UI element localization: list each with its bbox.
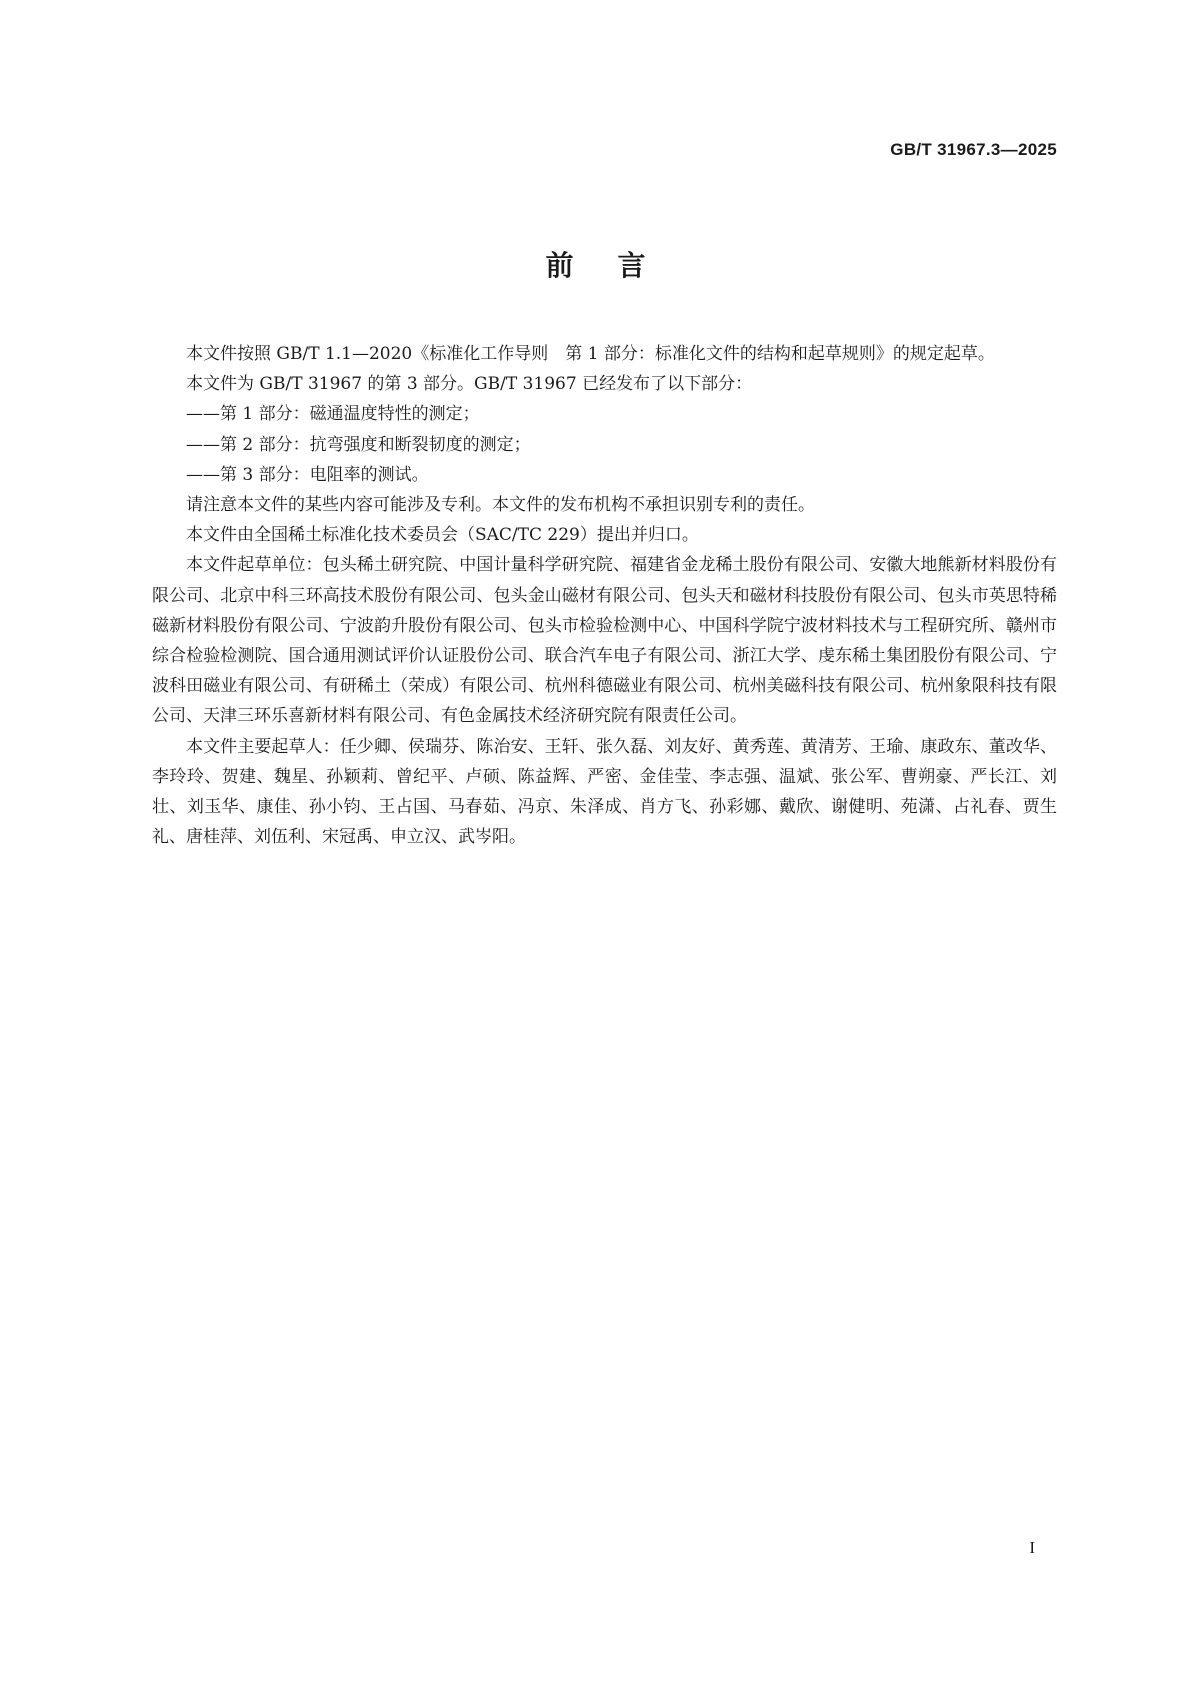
list-item-part-1: ——第 1 部分：磁通温度特性的测定； [186, 404, 480, 425]
paragraph-parts-intro: 本文件为 GB/T 31967 的第 3 部分。GB/T 31967 已经发布了以下部分： [186, 374, 753, 395]
paragraph-patent-notice: 请注意本文件的某些内容可能涉及专利。本文件的发布机构不承担识别专利的责任。 [186, 495, 815, 516]
list-item-part-2: ——第 2 部分：抗弯强度和断裂韧度的测定； [186, 434, 531, 455]
paragraph-drafting-units: 本文件起草单位：包头稀土研究院、中国计量科学研究院、福建省金龙稀土股份有限公司、安徽大地熊新材料股份有限公司、北京中科三环高技术股份有限公司、包头金山磁材有限公司、包头天和磁材科技股份有限公司、包头市英思特稀磁新材料股份有限公司、宁波韵升股份有限公司、包头市检验检测中心、中国科学院宁波材料技术与工程研究所、赣州市综合检验检测院、国合通用测试评价认证股份公司、联合汽车电子有限公司、浙江大学、虔东稀土集团股份有限公司、宁波科田磁业有限公司、有研稀土（荣成）有限公司、杭州科德磁业有限公司、杭州美磁科技有限公司、杭州象限科技有限公司、天津三环乐喜新材料有限公司、有色金属技术经济研究院有限责任公司。 [152, 555, 1057, 727]
preface-body [152, 339, 1057, 852]
page-number: I [1029, 1538, 1035, 1557]
paragraph-drafters: 本文件主要起草人：任少卿、侯瑞芬、陈治安、王轩、张久磊、刘友好、黄秀莲、黄清芳、王瑜、康政东、董改华、李玲玲、贺建、魏星、孙颖莉、曾纪平、卢硕、陈益辉、严密、金佳莹、李志强、温斌、张公军、曹朔豪、严长江、刘壮、刘玉华、康佳、孙小钧、王占国、马春茹、冯京、朱泽成、肖方飞、孙彩娜、戴欣、谢健明、苑潇、占礼春、贾生礼、唐桂萍、刘伍利、宋冠禹、申立汉、武岑阳。 [152, 736, 1057, 848]
standard-code: GB/T 31967.3—2025 [890, 140, 1057, 159]
paragraph-drafting-rules: 本文件按照 GB/T 1.1—2020《标准化工作导则 第 1 部分：标准化文件的结构和起草规则》的规定起草。 [186, 344, 995, 364]
paragraph-proposer: 本文件由全国稀土标准化技术委员会（SAC/TC 229）提出并归口。 [186, 525, 699, 546]
page-title: 前言 [545, 249, 690, 282]
list-item-part-3: ——第 3 部分：电阻率的测试。 [186, 464, 429, 485]
